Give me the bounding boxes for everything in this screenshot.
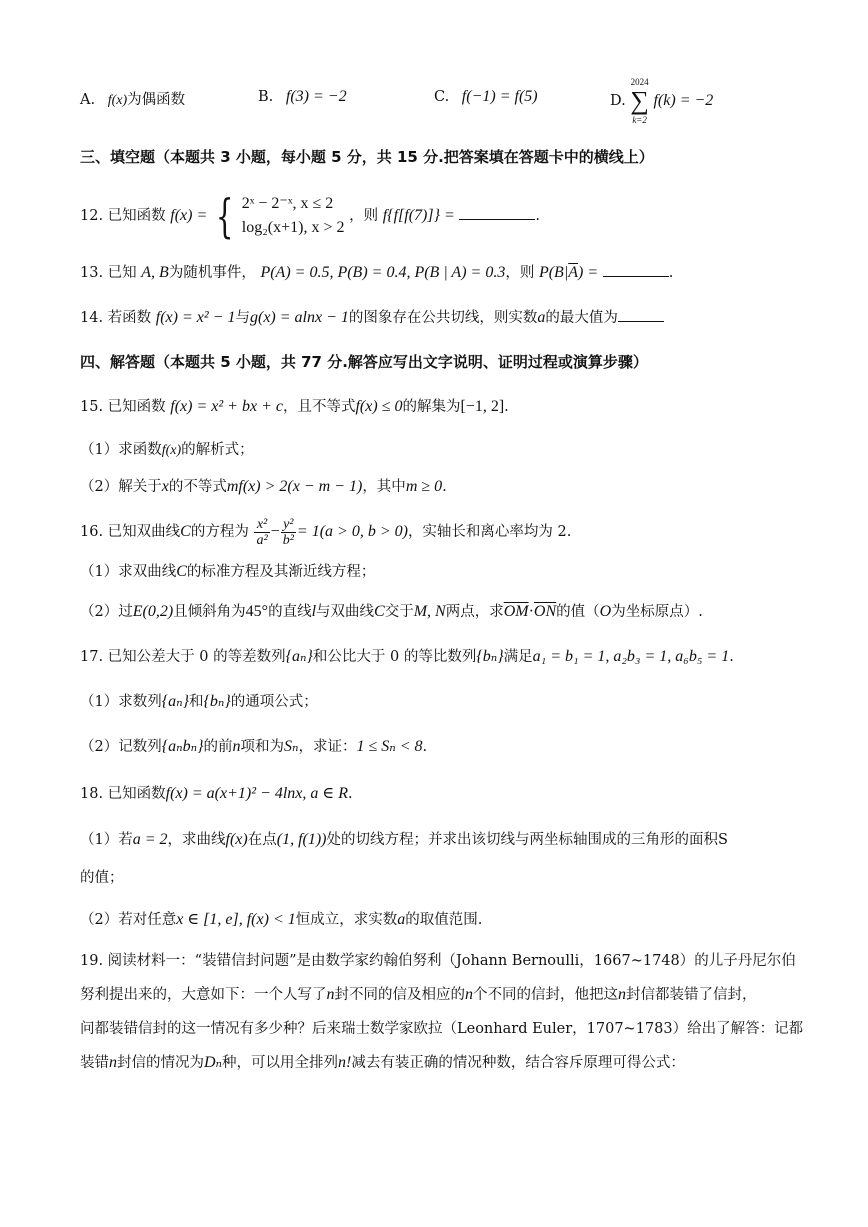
q16-p2-dot: · xyxy=(528,603,534,620)
q15-stem-text-d: . xyxy=(504,399,509,415)
question-18-part-1 xyxy=(80,830,728,850)
q16-C: C xyxy=(180,523,191,540)
q16-p2-text-d: 与双曲线 xyxy=(316,604,375,620)
q15-p1-text-b: 的解析式； xyxy=(181,442,254,458)
q16-p2-E: E(0,2) xyxy=(132,603,174,620)
q17-p2-text-a: （2）记数列 xyxy=(80,739,162,755)
option-b-label: B. xyxy=(258,89,274,105)
q15-p2-text-b: 的不等式 xyxy=(168,479,227,495)
question-17-part-2 xyxy=(80,737,427,757)
q15-p1-f: f(x) xyxy=(161,443,182,458)
q16-p2-text-b: 且倾斜角为 xyxy=(173,604,246,620)
q17-p1-text-a: （1）求数列 xyxy=(80,694,162,710)
q17-an: {aₙ} xyxy=(285,648,313,665)
q16-stem-text-a: 16. 已知双曲线 xyxy=(80,524,181,540)
q19-l4-text-b: 封信的情况为 xyxy=(117,1055,204,1071)
q15-p2-text-d: . xyxy=(442,479,447,495)
q13-events: A, B xyxy=(141,264,169,281)
q17-stem-text-c: 满足 xyxy=(503,649,533,665)
option-a xyxy=(80,88,185,109)
q12-piecewise xyxy=(242,192,345,240)
q14-text: 的图象存在公共切线，则实数 xyxy=(348,310,538,326)
q18-stem-text-b: . xyxy=(347,786,353,802)
q17-stem-text-d: . xyxy=(729,649,734,665)
q14-answer-blank[interactable] xyxy=(618,307,664,322)
sum-lower-limit: k=2 xyxy=(632,115,647,125)
q13-ask-post: ) = xyxy=(578,264,599,281)
q18-p1-text-a: （1）若 xyxy=(80,832,133,848)
q19-l2-n2: n xyxy=(465,986,473,1003)
q13-end: . xyxy=(668,265,674,281)
q16-frac-x-den: a² xyxy=(256,532,268,548)
q13-answer-blank[interactable] xyxy=(603,262,669,277)
q16-p2-MN: M, N xyxy=(413,603,446,620)
q17-p1-text-c: 的通项公式； xyxy=(230,694,318,710)
q14-a: a xyxy=(537,309,546,326)
q18-p1-text-d: 处的切线方程；并求出该切线与两坐标轴围成的三角形的面积S xyxy=(326,832,728,848)
q16-p2-vector-OM: $\overline{OM}$ xyxy=(503,603,529,620)
option-a-math: f(x) xyxy=(107,93,128,108)
q17-stem-text-a: 17. 已知公差大于 0 的等差数列 xyxy=(80,649,286,665)
q16-frac-x-num: x² xyxy=(254,517,269,533)
q18-p1-text-e: 的值； xyxy=(80,870,124,886)
question-13 xyxy=(80,262,673,283)
question-12 xyxy=(80,189,540,243)
q12-case-1: 2ˣ − 2⁻ˣ, x ≤ 2 xyxy=(241,195,334,212)
q15-stem-text-c: 的解集为 xyxy=(402,399,461,415)
q16-p2-vector-ON: $\overline{ON}$ xyxy=(533,603,557,620)
q13-ask-complement: $\overline{A}$ xyxy=(568,264,578,281)
q18-p2-text-b: 恒成立，求实数 xyxy=(295,912,398,928)
q16-frac-y-num: y² xyxy=(281,517,296,533)
q17-p2-n: n xyxy=(232,738,241,755)
q17-p2-text-c: 项和为 xyxy=(240,739,284,755)
q17-p2-text-e: . xyxy=(422,739,428,755)
option-d xyxy=(610,76,713,126)
q19-l2-text-c: 个不同的信封，他把这 xyxy=(473,987,618,1003)
question-16-stem xyxy=(80,512,571,552)
q17-conditions: a₁ = b₁ = 1, a₂b₃ = 1, a₆b₅ = 1 xyxy=(532,648,730,665)
option-d-math: f(k) = −2 xyxy=(653,92,714,109)
q12-case-2: log₂(x+1), x > 2 xyxy=(241,219,345,236)
q16-stem-text-c: ，实轴长和离心率均为 2. xyxy=(407,524,572,540)
q18-p1-text-b: ，求曲线 xyxy=(167,832,226,848)
q19-l4-text-c: 种，可以用全排列 xyxy=(222,1055,339,1071)
q17-p2-text-b: 的前 xyxy=(203,739,233,755)
q15-p1-text-a: （1）求函数 xyxy=(80,442,162,458)
q16-p2-O: O xyxy=(599,603,612,620)
question-18-part-2 xyxy=(80,910,482,930)
q16-p1-C: C xyxy=(176,563,187,580)
q17-p2-text-d: ，求证： xyxy=(298,739,357,755)
q13-text-1: 为随机事件， xyxy=(168,265,256,281)
q13-ask-pre: P(B| xyxy=(538,264,569,281)
q17-p2-inequality: 1 ≤ Sₙ < 8 xyxy=(356,738,423,755)
q17-stem-text-b: 和公比大于 0 的等比数列 xyxy=(312,649,477,665)
q14-g: g(x) = alnx − 1 xyxy=(249,309,349,326)
q15-p2-m: m ≥ 0 xyxy=(405,478,443,495)
q15-solution-set: [−1, 2] xyxy=(460,398,505,415)
question-19 xyxy=(80,944,804,1080)
q18-function: f(x) = a(x+1)² − 4lnx, a ∈ R xyxy=(165,785,348,802)
q19-l4-factorial: n! xyxy=(338,1054,352,1071)
q14-with: 与 xyxy=(235,310,250,326)
q13-probabilities: P(A) = 0.5, P(B) = 0.4, P(B | A) = 0.3 xyxy=(260,264,506,281)
q14-f: f(x) = x² − 1 xyxy=(155,309,236,326)
q16-frac-y-den: b² xyxy=(282,532,294,548)
q15-inequality: f(x) ≤ 0 xyxy=(355,398,403,415)
section-4-heading: 四、解答题（本题共 5 小题，共 77 分.解答应写出文字说明、证明过程或演算步骤） xyxy=(80,353,648,371)
option-d-label: D. xyxy=(610,93,626,109)
q19-l4-text-d: 减去有装正确的情况种数，结合容斥原理可得公式： xyxy=(351,1055,685,1071)
left-brace-icon: { xyxy=(215,189,234,243)
q19-l4-text-a: 装错 xyxy=(80,1055,109,1071)
q12-answer-blank[interactable] xyxy=(459,205,535,220)
option-a-text: 为偶函数 xyxy=(127,92,186,108)
q12-expression: f{f[f(7)]} = xyxy=(382,207,455,224)
question-17-part-1 xyxy=(80,692,318,712)
q16-frac-x xyxy=(254,517,269,548)
q19-l2-text-d: 封信都装错了信封， xyxy=(626,987,757,1003)
option-c xyxy=(434,88,538,106)
q13-ask xyxy=(539,264,598,281)
q12-mid: ，则 xyxy=(349,208,379,224)
q18-p1-text-c: 在点 xyxy=(247,832,277,848)
q18-stem-text-a: 18. 已知函数 xyxy=(80,786,166,802)
q13-text-2: ，则 xyxy=(505,265,535,281)
question-18-part-1-cont xyxy=(80,868,124,888)
q15-p2-text-a: （2）解关于 xyxy=(80,479,162,495)
q12-number: 12. 已知函数 xyxy=(80,208,166,224)
sum-upper-limit: 2024 xyxy=(630,77,649,87)
q16-p2-C: C xyxy=(374,603,385,620)
q19-l2-n1: n xyxy=(326,986,335,1003)
summation-symbol: 2024 ∑ k=2 xyxy=(630,77,649,125)
q19-l4-n: n xyxy=(109,1054,117,1071)
q17-p1-an: {aₙ} xyxy=(161,693,190,710)
option-b xyxy=(258,88,347,106)
q16-p1-text-b: 的标准方程及其渐近线方程； xyxy=(186,564,376,580)
q16-p2-text-c: 的直线 xyxy=(268,604,312,620)
q15-p2-x: x xyxy=(161,478,169,495)
q16-p2-text-e: 交于 xyxy=(384,604,414,620)
q16-p2-text-f: 两点，求 xyxy=(445,604,504,620)
section-3-heading: 三、填空题（本题共 3 小题，每小题 5 分，共 15 分.把答案填在答题卡中的横线上） xyxy=(80,148,654,166)
q19-l4-Dn: Dₙ xyxy=(204,1054,223,1071)
question-16-part-1 xyxy=(80,562,375,582)
question-15-part-1 xyxy=(80,440,254,461)
q19-l2-text-b: 封不同的信及相应的 xyxy=(334,987,465,1003)
q15-function: f(x) = x² + bx + c xyxy=(170,398,283,415)
q16-p1-text-a: （1）求双曲线 xyxy=(80,564,177,580)
q16-stem-text-b: 的方程为 xyxy=(190,524,249,540)
option-c-math: f(−1) = f(5) xyxy=(461,88,538,105)
q12-end: . xyxy=(535,208,540,224)
question-14 xyxy=(80,307,664,328)
question-17-stem xyxy=(80,647,734,667)
q15-p2-inequality: mf(x) > 2(x − m − 1) xyxy=(226,478,363,495)
q18-p2-a: a xyxy=(397,911,406,928)
option-b-math: f(3) = −2 xyxy=(285,88,347,105)
q19-line-4 xyxy=(80,1046,792,1080)
q18-p1-f: f(x) xyxy=(225,831,248,848)
q15-stem-text-a: 15. 已知函数 xyxy=(80,399,166,415)
q19-line-1: 19. 阅读材料一：“装错信封问题”是由数学家约翰伯努利（Johann Bernoulli，1667~1748）的儿子丹尼尔伯 xyxy=(80,953,796,969)
q17-bn: {bₙ} xyxy=(476,648,504,665)
q16-frac-y xyxy=(281,517,296,548)
q18-p2-text-a: （2）若对任意 xyxy=(80,912,177,928)
q14-text-2: 的最大值为 xyxy=(545,310,618,326)
question-16-part-2 xyxy=(80,602,703,622)
q19-l2-text-a: 努利提出来的，大意如下：一个人写了 xyxy=(80,987,327,1003)
q19-line-2 xyxy=(80,978,792,1012)
q16-minus: − xyxy=(270,523,280,540)
q17-p2-anbn: {aₙbₙ} xyxy=(161,738,204,755)
question-18-stem xyxy=(80,784,353,804)
q17-p1-bn: {bₙ} xyxy=(203,693,231,710)
q18-p2-text-c: 的取值范围. xyxy=(405,912,483,928)
option-a-label: A. xyxy=(80,92,96,108)
q19-line-3: 问都装错信封的这一情况有多少种？后来瑞士数学家欧拉（Leonhard Euler，1707~1783）给出了解答：记都 xyxy=(80,1021,804,1037)
q16-p2-text-g: 的值（ xyxy=(556,604,600,620)
option-c-label: C. xyxy=(434,89,450,105)
q16-p2-text-h: 为坐标原点）. xyxy=(611,604,703,620)
q15-stem-text-b: ，且不等式 xyxy=(282,399,356,415)
question-15-stem xyxy=(80,397,509,417)
q14-number: 14. 若函数 xyxy=(80,310,152,326)
q18-p1-cond: a = 2 xyxy=(132,831,168,848)
q18-p1-point: (1, f(1)) xyxy=(276,831,327,848)
q15-p2-text-c: ，其中 xyxy=(362,479,406,495)
q16-eq-rest: = 1(a > 0, b > 0) xyxy=(296,523,408,540)
q13-number: 13. 已知 xyxy=(80,265,137,281)
q19-l2-n3: n xyxy=(618,986,626,1003)
question-15-part-2 xyxy=(80,477,447,497)
q16-p2-angle: 45° xyxy=(245,603,269,620)
q17-p1-text-b: 和 xyxy=(189,694,204,710)
q16-p2-l: l xyxy=(311,603,317,620)
q16-p2-text-a: （2）过 xyxy=(80,604,133,620)
q17-p2-Sn: Sₙ xyxy=(284,738,299,755)
q18-p2-cond: x ∈ [1, e], f(x) < 1 xyxy=(176,911,296,928)
q12-lhs: f(x) = xyxy=(170,207,208,224)
